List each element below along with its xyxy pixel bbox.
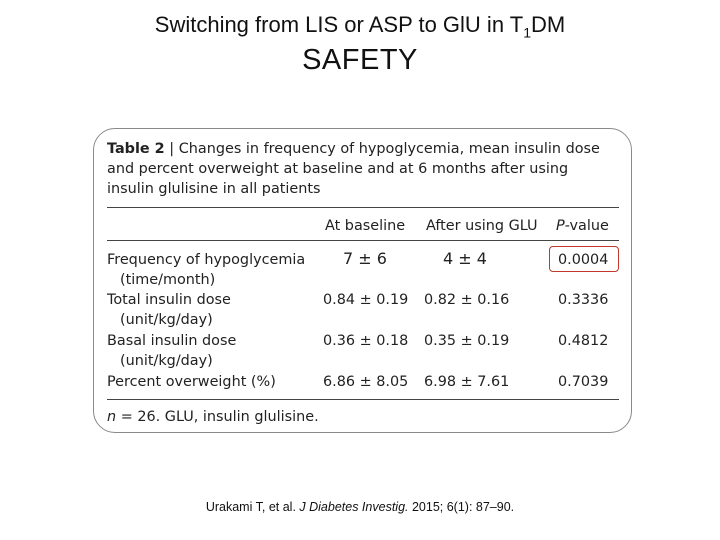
- row-label-percent-overweight: Percent overweight (%): [107, 374, 276, 390]
- row-sublabel-basal-insulin: (unit/kg/day): [120, 353, 213, 369]
- citation-authors: Urakami T, et al.: [205, 500, 300, 514]
- cell-after-basal-insulin: 0.35 ± 0.19: [424, 333, 510, 349]
- slide-title-suffix: DM: [531, 12, 566, 37]
- cell-baseline-total-insulin: 0.84 ± 0.19: [323, 292, 409, 308]
- slide-title-prefix: Switching from LIS or ASP to GlU in T: [154, 12, 524, 37]
- cell-after-total-insulin: 0.82 ± 0.16: [424, 292, 510, 308]
- cell-after-percent-overweight: 6.98 ± 7.61: [424, 374, 510, 390]
- footnote-text: = 26. GLU, insulin glulisine.: [116, 409, 319, 425]
- cell-baseline-basal-insulin: 0.36 ± 0.18: [323, 333, 409, 349]
- cell-after-hypoglycemia: 4 ± 4: [443, 249, 487, 268]
- row-label-total-insulin: Total insulin dose: [107, 292, 231, 308]
- slide-title-subscript: 1: [523, 24, 532, 41]
- table-caption-label: Table 2: [107, 141, 165, 157]
- table-caption-separator: |: [169, 141, 175, 157]
- header-p-suffix: -value: [564, 218, 609, 234]
- cell-p-percent-overweight: 0.7039: [558, 374, 609, 390]
- table-caption-text: Changes in frequency of hypoglycemia, mean insulin dose and percent overweight at baseline and at 6 months after using insulin glulisine in all patients: [107, 141, 600, 197]
- table-top-rule: [107, 207, 619, 208]
- citation-details: 2015; 6(1): 87–90.: [408, 500, 515, 514]
- citation: [0, 500, 720, 514]
- slide-subtitle: SAFETY: [302, 44, 418, 76]
- cell-baseline-percent-overweight: 6.86 ± 8.05: [323, 374, 409, 390]
- header-after-glu: After using GLU: [426, 218, 538, 234]
- footnote-n: n: [107, 409, 117, 425]
- cell-p-total-insulin: 0.3336: [558, 292, 609, 308]
- table-header-rule: [107, 240, 619, 241]
- slide-title: [0, 12, 720, 40]
- p-value-highlight-box: [549, 246, 619, 272]
- table-caption: [107, 139, 617, 199]
- table-footnote: [107, 407, 319, 427]
- cell-p-basal-insulin: 0.4812: [558, 333, 609, 349]
- header-p-value: [556, 216, 609, 236]
- row-label-hypoglycemia: Frequency of hypoglycemia: [107, 252, 306, 268]
- row-label-basal-insulin: Basal insulin dose: [107, 333, 237, 349]
- citation-journal: J Diabetes Investig.: [299, 500, 409, 514]
- row-sublabel-hypoglycemia: (time/month): [120, 272, 216, 288]
- header-p-italic: P: [556, 218, 565, 234]
- row-sublabel-total-insulin: (unit/kg/day): [120, 312, 213, 328]
- cell-baseline-hypoglycemia: 7 ± 6: [343, 249, 387, 268]
- cell-p-hypoglycemia: 0.0004: [558, 252, 609, 268]
- header-at-baseline: At baseline: [325, 218, 406, 234]
- table-bottom-rule: [107, 399, 619, 400]
